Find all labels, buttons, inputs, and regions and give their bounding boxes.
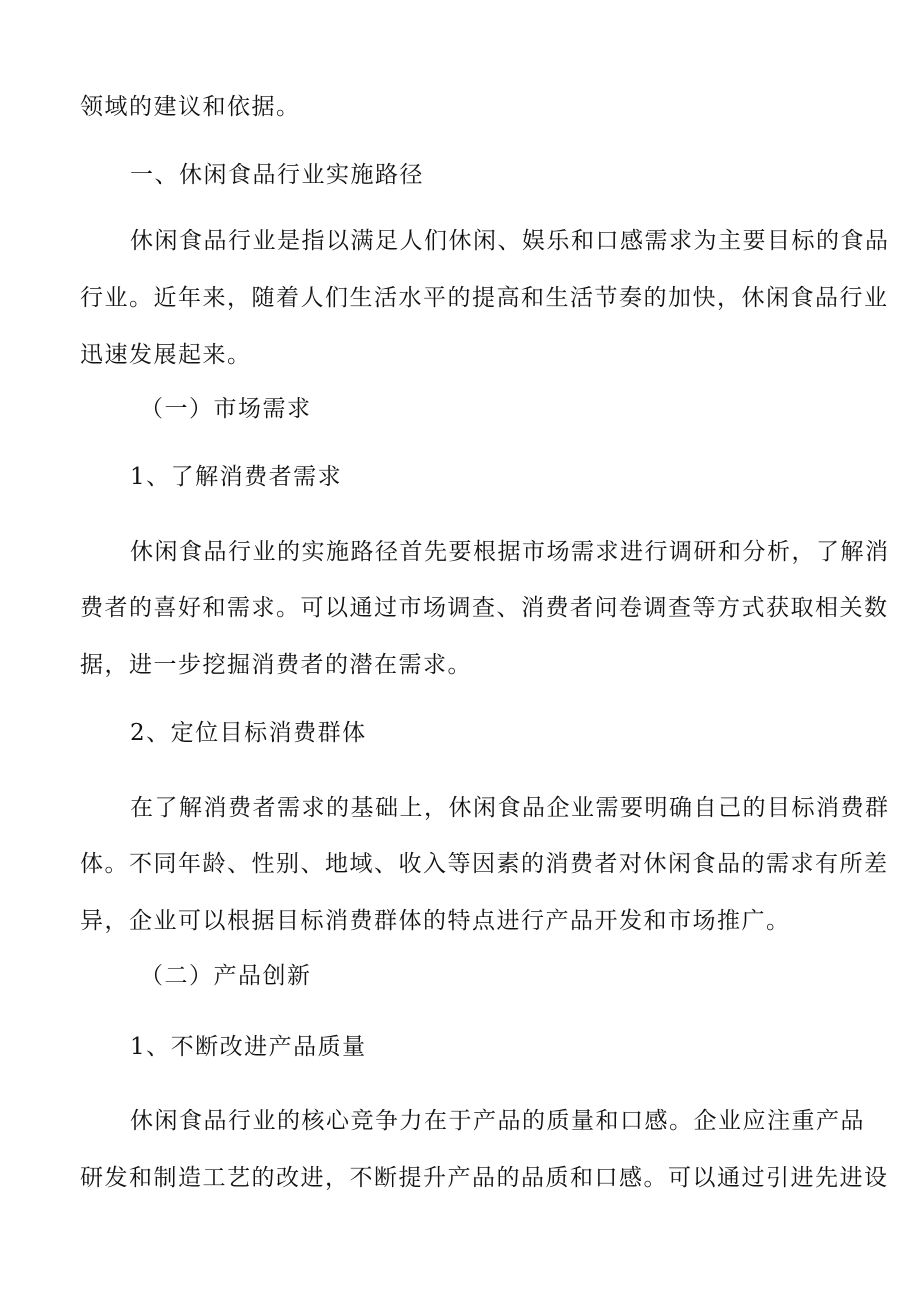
paragraph-line: 在了解消费者需求的基础上，休闲食品企业需要明确自己的目标消费群 <box>130 795 890 821</box>
item-heading: 2、定位目标消费群体 <box>130 720 367 746</box>
paragraph-line: 研发和制造工艺的改进，不断提升产品的品质和口感。可以通过引进先进设 <box>80 1165 889 1191</box>
paragraph-line: 休闲食品行业是指以满足人们休闲、娱乐和口感需求为主要目标的食品 <box>130 228 890 254</box>
item-heading: 1、了解消费者需求 <box>130 464 343 490</box>
paragraph-line: 异，企业可以根据目标消费群体的特点进行产品开发和市场推广。 <box>80 908 791 934</box>
paragraph-line: 休闲食品行业的核心竞争力在于产品的质量和口感。企业应注重产品 <box>130 1108 865 1134</box>
subsection-heading: （二）产品创新 <box>140 963 312 989</box>
text-line: 领域的建议和依据。 <box>80 94 301 120</box>
paragraph-line: 费者的喜好和需求。可以通过市场调查、消费者问卷调查等方式获取相关数 <box>80 595 889 621</box>
paragraph-line: 休闲食品行业的实施路径首先要根据市场需求进行调研和分析，了解消 <box>130 539 890 565</box>
section-heading: 一、休闲食品行业实施路径 <box>130 162 424 188</box>
paragraph-line: 行业。近年来，随着人们生活水平的提高和生活节奏的加快，休闲食品行业 <box>80 285 889 311</box>
subsection-heading: （一）市场需求 <box>140 396 312 422</box>
paragraph-line: 迅速发展起来。 <box>80 342 252 368</box>
item-heading: 1、不断改进产品质量 <box>130 1034 367 1060</box>
paragraph-line: 体。不同年龄、性别、地域、收入等因素的消费者对休闲食品的需求有所差 <box>80 851 889 877</box>
paragraph-line: 据，进一步挖掘消费者的潜在需求。 <box>80 652 472 678</box>
